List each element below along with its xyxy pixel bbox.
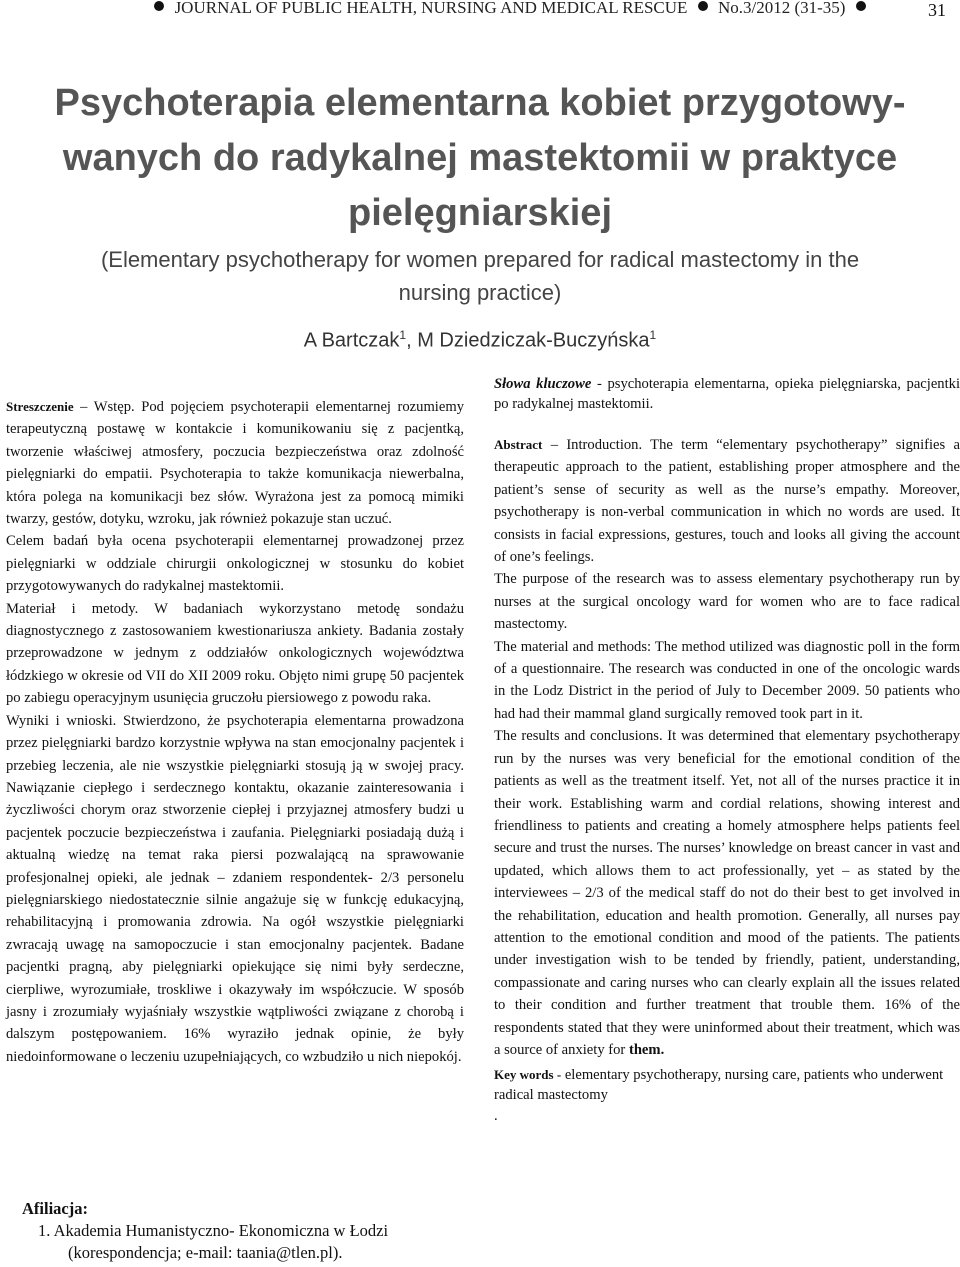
abstract-en-p2: The purpose of the research was to assess elementary psychotherapy run by nurses at the surgical oncology ward for women who are to face radical mastectomy. <box>494 571 960 633</box>
abstract-en-p3: The material and methods: The method utilized was diagnostic poll in the form of a questionnaire. The research was conducted in one of the oncologic wards in the Lodz District in the period of July to December 2009. 50 patients who had had their mammal gland surgically removed took part in it. <box>494 638 960 722</box>
abstract-pl-p1: Pod pojęciem psychoterapii elementarnej rozumiemy terapeutyczną postawę w kontakcie i komunikowaniu się z pacjentką, tworzenie właściwej atmosfery, poczucia bezpieczeństwa oraz zdolność pielęgniarki do empatii. Psychoterapia to także komunikacja niewerbalna, która polega na komunikacji bez słów. Wyrażona jest za pomocą mimiki twarzy, gestów, dotyku, wzroku, jak również pokazuje stan uczuć. <box>6 399 464 528</box>
affiliation-title: Afiliacja: <box>22 1199 88 1218</box>
journal-line <box>120 0 900 18</box>
abstract-polish <box>6 396 464 1068</box>
authors <box>0 328 960 353</box>
abstract-pl-p3: Materiał i metody. W badaniach wykorzystano metodę sondażu diagnostycznego z zastosowaniem kwestionariusza ankiety. Badania zostały przeprowadzone w jednym z oddziałów onkologicznych województwa łódzkiego w okresie od VII do XII 2009 roku. Objęto nimi grupę 50 pacjentek po zabiegu operacyjnym usunięcia gruczołu piersiowego z powodu raka. <box>6 600 464 707</box>
abstract-en-p4-text: The results and conclusions. It was determined that elementary psychotherapy run by the nurses was very beneficial for the emotional condition of the patients as well as the treatment itself. Yet, not all of the nurses practice it in their work. Establishing warm and cordial relations, showing interest and friendliness to patients and creating a homely atmosphere helps patients feel secure and trust the nurses. The nurses’ knowledge on breast cancer in vast and updated, which allows them to act professionally, yet – as stated by the interviewees – 2/3 of the medical staff do not do their best to get involved in the rehabilitation, education and health promotion. Generally, all nurses pay attention to the emotional condition and mood of the patients. The patients under investigation wish to be tended by friendly, patient, understanding, compassionate and caring nurses who can clearly explain all the issues related to their condition and further treatment that trouble them. 16% of the respondents stated that they were uninformed about their treatment, which was a source of anxiety for <box>494 728 960 1058</box>
title-pl-line3: pielęgniarskiej <box>347 192 612 234</box>
abstract-en-intro <box>494 434 960 568</box>
english-title <box>20 243 940 309</box>
title-block <box>20 76 940 309</box>
abstract-pl-p2: Celem badań była ocena psychoterapii elementarnej prowadzonej przez pielęgniarki w oddziale chirurgii onkologicznej w stosunku do kobiet przygotowywanych do radykalnej mastektomii. <box>6 533 464 595</box>
author-1: A Bartczak <box>303 329 400 352</box>
abstract-en-p4-end: them. <box>628 1041 665 1058</box>
title-pl-line1: Psychoterapia elementarna kobiet przygotowy- <box>54 82 906 124</box>
keywords-en-text: elementary psychotherapy, nursing care, patients who underwent radical mastectomy <box>494 1067 944 1104</box>
keywords-en-label: Key words - <box>494 1067 562 1083</box>
abstract-en-p1: The term “elementary psychotherapy” signifies a therapeutic approach to the patient, establishing proper atmosphere and the patient’s sense of security as well as the nurse’s empathy. Moreover, psychotherapy is non-verbal communication in which no words are used. It consists in facial expressions, gestures, touch and looks all giving the account of one’s feelings. <box>494 437 960 566</box>
abstract-pl-intro <box>6 396 464 530</box>
bullet-icon <box>856 1 866 11</box>
trailing-dot: . <box>494 1108 498 1125</box>
keywords-en <box>494 1065 960 1105</box>
intro-pl-label: – Wstęp. <box>73 399 135 415</box>
abstract-en-label: Abstract <box>494 437 543 452</box>
title-pl-line2: wanych do radykalnej mastektomii w praktyce <box>62 137 898 179</box>
bullet-icon <box>698 1 708 11</box>
author-2: M Dziedziczak-Buczyńska <box>417 329 650 352</box>
author-2-affiliation: 1 <box>649 328 657 342</box>
author-1-affiliation: 1 <box>399 328 407 342</box>
affiliation-line2: (korespondencja; e-mail: taania@tlen.pl). <box>68 1243 343 1262</box>
journal-issue: No.3/2012 (31-35) <box>717 0 846 17</box>
page-title <box>20 76 940 241</box>
affiliation-line1: 1. Akademia Humanistyczno- Ekonomiczna w Łodzi <box>38 1221 389 1240</box>
author-separator: , <box>406 329 418 352</box>
affiliation <box>22 1198 542 1264</box>
abstract-pl-p4: Wyniki i wnioski. Stwierdzono, że psychoterapia elementarna prowadzona przez pielęgniarki bardzo korzystnie wpływa na stan emocjonalny pacjentek i przebieg leczenia, ale nie wszystkie pielęgniarki stosują ją w swojej pracy. Nawiązanie ciepłego i serdecznego kontaktu, okazanie zainteresowania i życzliwości chorym oraz stworzenie ciepłej i przyjaznej atmosfery budzi u pacjentek poczucie bezpieczeństwa i zaufania. Pielęgniarki posiadają dużą i aktualną wiedzę na temat raka piersi pozwalającą na sprawowanie profesjonalnej opieki, ale jednak – zdaniem respondentek- 2/3 personelu pielęgniarskiego niedostatecznie silnie angażuje się w funkcję edukacyjną, rehabilitacyjną i promowania zdrowia. Na ogół wszystkie pielęgniarki zwracają uwagę na samopoczucie i stan emocjonalny pacjentek. Badane pacjentki pragną, aby pielęgniarki opiekujące się nimi były serdeczne, cierpliwe, wyrozumiałe, troskliwe i okazywały im współczucie. W sposób jasny i zrozumiały wyjaśniały wszystkie wątpliwości związane z chorobą i dalszym postępowaniem. 16% wyraziło jednak opinie, że były niedoinformowane o leczeniu uzupełniających, co wzbudziło u nich niepokój. <box>6 712 464 1065</box>
abstract-english <box>494 374 960 1128</box>
keywords-pl <box>494 374 960 414</box>
keywords-pl-text: - psychoterapia elementarna, opieka pielęgniarska, pacjentki po radykalnej mastektomii. <box>494 376 960 412</box>
intro-en-label: – Introduction. <box>542 437 643 453</box>
running-header <box>0 0 960 24</box>
title-en-line2: nursing practice) <box>398 280 562 305</box>
title-en-line1: (Elementary psychotherapy for women prepared for radical mastectomy in the <box>100 247 860 272</box>
abstract-en-p4 <box>494 725 960 1061</box>
bullet-icon <box>154 1 164 11</box>
page-number: 31 <box>928 0 946 20</box>
journal-name: JOURNAL OF PUBLIC HEALTH, NURSING AND MEDICAL RESCUE <box>174 0 688 17</box>
keywords-pl-label: Słowa kluczowe <box>494 376 592 392</box>
abstract-pl-label: Streszczenie <box>6 399 74 414</box>
